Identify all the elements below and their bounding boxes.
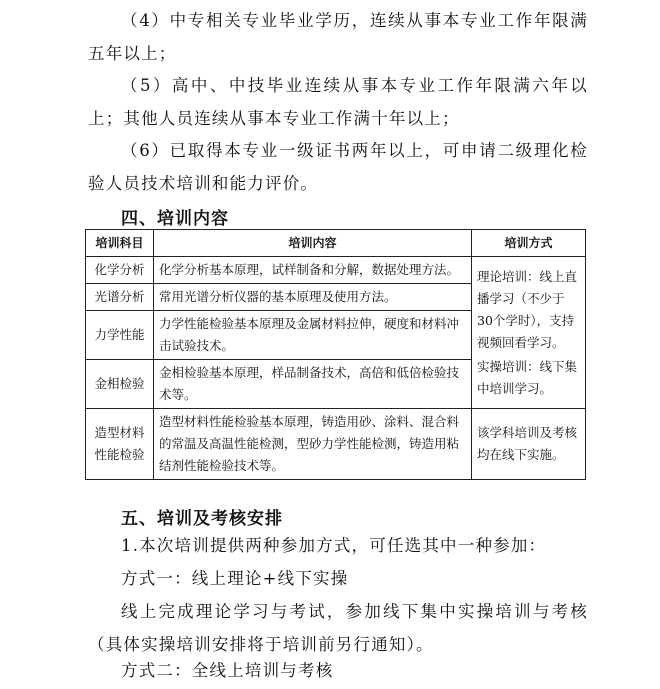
section-5-title: 五、培训及考核安排	[121, 509, 283, 529]
row-subject: 金相检验	[86, 360, 154, 409]
table-row	[86, 257, 586, 284]
method-cell-group-1	[472, 257, 586, 409]
header-subject: 培训科目	[86, 230, 154, 257]
header-method: 培训方式	[472, 230, 586, 257]
row-content: 造型材料性能检验基本原理，铸造用砂、涂料、混合料的常温及高温性能检测，型砂力学性能检测，铸造用粘结剂性能检验技术等。	[154, 409, 472, 480]
row-content: 金相检验基本原理，样品制备技术，高倍和低倍检验技术等。	[154, 360, 472, 409]
table-row	[86, 409, 586, 480]
header-content: 培训内容	[154, 230, 472, 257]
paragraph-arrangement-1: 1.本次培训提供两种参加方式，可任选其中一种参加：	[121, 536, 547, 555]
section-4-title: 四、培训内容	[121, 209, 229, 229]
row-subject: 造型材料性能检验	[86, 409, 154, 480]
paragraph-condition-6: （6）已取得本专业一级证书两年以上，可申请二级理化检验人员技术培训和能力评价。	[88, 141, 588, 193]
paragraph-option-1-detail: 线上完成理论学习与考试，参加线下集中实操培训与考核（具体实操培训安排将于培训前另行通知）。	[88, 602, 588, 654]
row-content: 常用光谱分析仪器的基本原理及使用方法。	[154, 284, 472, 311]
method-practical: 实操培训：线下集中培训学习。	[477, 358, 578, 396]
row-subject: 光谱分析	[86, 284, 154, 311]
row-subject: 化学分析	[86, 257, 154, 284]
paragraph-option-1: 方式一：线上理论+线下实操	[121, 569, 349, 588]
training-content-table	[85, 229, 586, 480]
row-subject: 力学性能	[86, 311, 154, 360]
method-theory: 理论培训：线上直播学习（不少于30个学时），支持视频回看学习。	[477, 268, 578, 350]
paragraph-condition-5: （5）高中、中技毕业连续从事本专业工作年限满六年以上；其他人员连续从事本专业工作满十年以上；	[88, 76, 588, 128]
row-content: 化学分析基本原理，试样制备和分解，数据处理方法。	[154, 257, 472, 284]
row-content: 力学性能检验基本原理及金属材料拉伸，硬度和材料冲击试验技术。	[154, 311, 472, 360]
table-header-row	[86, 230, 586, 257]
method-cell-group-2: 该学科培训及考核均在线下实施。	[472, 409, 586, 480]
paragraph-option-2: 方式二：全线上培训与考核	[121, 661, 334, 680]
paragraph-condition-4: （4）中专相关专业毕业学历，连续从事本专业工作年限满五年以上；	[88, 11, 588, 63]
